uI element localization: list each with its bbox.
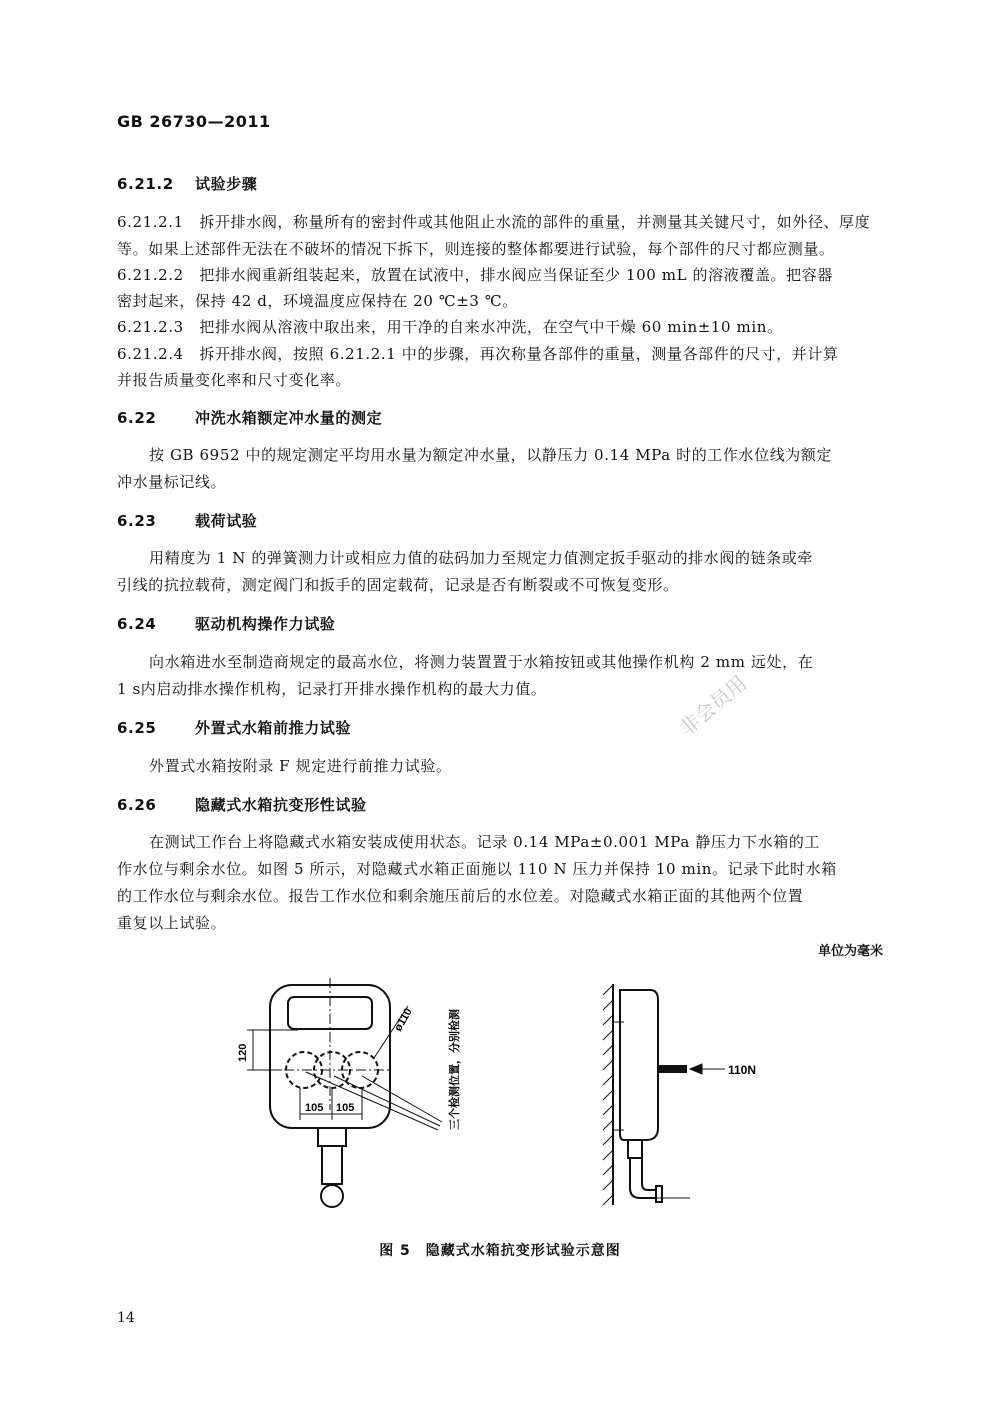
para-6-22-line2: 冲水量标记线。 — [117, 473, 227, 491]
section-title: 试验步骤 — [195, 175, 258, 193]
watermark: 非会员用 — [674, 670, 752, 741]
section-title: 隐藏式水箱抗变形性试验 — [195, 796, 367, 814]
para-6-24-line2: 1 s内启动排水操作机构，记录打开排水操作机构的最大力值。 — [117, 680, 547, 698]
para-6-21-2-1-line2: 等。如果上述部件无法在不破坏的情况下拆下，则连接的整体都要进行试验，每个部件的尺寸都应测量。 — [117, 240, 835, 258]
page-number: 14 — [117, 1310, 135, 1326]
section-number: 6.26 — [117, 796, 157, 814]
para-6-21-2-2-line1: 6.21.2.2 把排水阀重新组装起来，放置在试液中，排水阀应当保证至少 100 mL 的溶液覆盖。把容器 — [117, 266, 833, 284]
section-number: 6.22 — [117, 409, 157, 427]
outlet-connector — [318, 1128, 346, 1146]
para-6-26-line2: 作水位与剩余水位。如图 5 所示，对隐藏式水箱正面施以 110 N 压力并保持 10 min。记录下此时水箱 — [117, 860, 837, 878]
para-6-26-line4: 重复以上试验。 — [117, 914, 227, 932]
para-6-21-2-2-line2: 密封起来，保持 42 d，环境温度应保持在 20 ℃±3 ℃。 — [117, 292, 518, 310]
unit-note: 单位为毫米 — [817, 944, 883, 959]
dim-120-label: 120 — [237, 1043, 249, 1062]
phi-110-label: ø110 — [392, 1006, 415, 1034]
section-title: 外置式水箱前推力试验 — [195, 719, 352, 737]
para-6-23-line2: 引线的抗拉载荷，测定阀门和扳手的固定载荷，记录是否有断裂或不可恢复变形。 — [117, 576, 679, 594]
force-label: 110N — [728, 1063, 757, 1077]
section-number: 6.25 — [117, 719, 157, 737]
side-outlet-bend — [630, 1158, 656, 1198]
outlet-pipe — [322, 1146, 342, 1184]
outlet-ring — [321, 1185, 343, 1207]
section-number: 6.24 — [117, 615, 157, 633]
para-6-21-2-3-line1: 6.21.2.3 把排水阀从溶液中取出来，用干净的自来水冲洗，在空气中干燥 60 min±10 min。 — [117, 318, 783, 336]
standard-number: GB 26730—2011 — [117, 112, 271, 131]
vertical-test-note: 三个检测位置，分别检测 — [449, 1009, 461, 1130]
para-6-21-2-4-line2: 并报告质量变化率和尺寸变化率。 — [117, 371, 352, 389]
para-6-22-line1: 按 GB 6952 中的规定测定平均用水量为额定冲水量，以静压力 0.14 MPa 时的工作水位线为额定 — [149, 446, 833, 464]
para-6-23-line1: 用精度为 1 N 的弹簧测力计或相应力值的砝码加力至规定力值测定扳手驱动的排水阀的链条或牵 — [149, 549, 813, 567]
para-6-26-line3: 的工作水位与剩余水位。报告工作水位和剩余施压前后的水位差。对隐藏式水箱正面的其他两个位置 — [117, 887, 804, 905]
side-outlet — [628, 1140, 642, 1158]
para-6-24-line1: 向水箱进水至制造商规定的最高水位，将测力装置置于水箱按钮或其他操作机构 2 mm 远处，在 — [149, 653, 814, 671]
section-title: 冲洗水箱额定冲水量的测定 — [195, 409, 383, 427]
para-6-26-line1: 在测试工作台上将隐藏式水箱安装成使用状态。记录 0.14 MPa±0.001 MPa 静压力下水箱的工 — [149, 833, 821, 851]
section-number: 6.21.2 — [117, 175, 174, 193]
section-title: 载荷试验 — [195, 512, 258, 530]
section-number: 6.23 — [117, 512, 157, 530]
pressure-rod — [658, 1066, 686, 1072]
dim-105-right-label: 105 — [336, 1102, 355, 1114]
tank-side-body — [620, 990, 658, 1140]
para-6-21-2-1-line1: 6.21.2.1 拆开排水阀，称量所有的密封件或其他阻止水流的部件的重量，并测量其关键尺寸，如外径、厚度 — [117, 213, 871, 231]
para-6-25-line1: 外置式水箱按附录 F 规定进行前推力试验。 — [149, 757, 452, 775]
figure-caption: 图 5 隐藏式水箱抗变形试验示意图 — [379, 1243, 621, 1259]
dim-105-left-label: 105 — [305, 1102, 324, 1114]
section-title: 驱动机构操作力试验 — [195, 615, 336, 633]
para-6-21-2-4-line1: 6.21.2.4 拆开排水阀，按照 6.21.2.1 中的步骤，再次称量各部件的重量，测量各部件的尺寸，并计算 — [117, 345, 839, 363]
